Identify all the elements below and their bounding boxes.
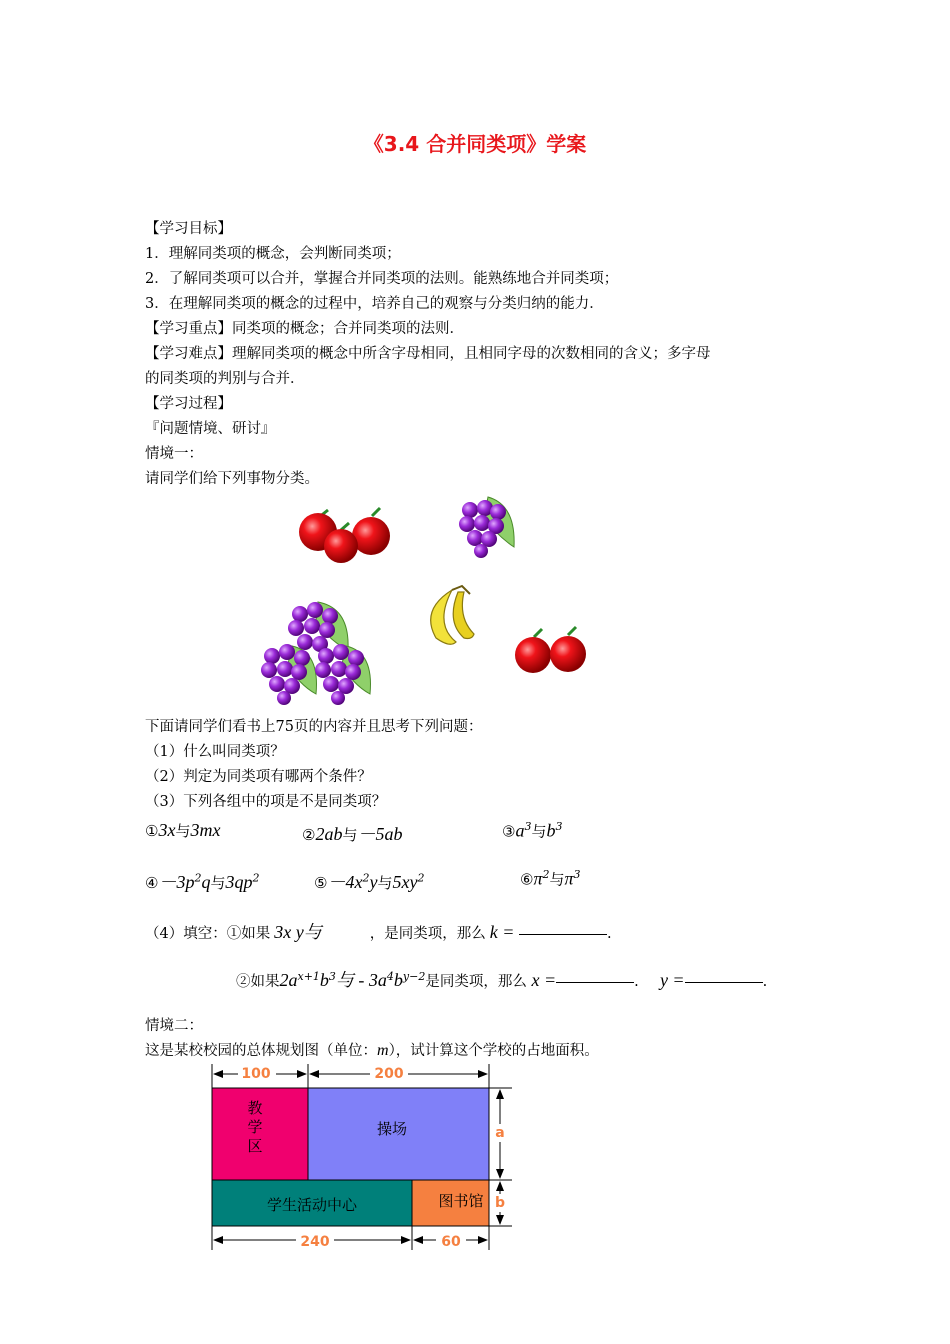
teaching-label-2: 学 (247, 1118, 263, 1136)
difficulty-line-2: 的同类项的判别与合并． (145, 371, 305, 387)
scene1-task: 请同学们给下列事物分类。 (145, 471, 319, 487)
teaching-label-1: 教 (247, 1099, 263, 1117)
teaching-label-3: 区 (247, 1137, 263, 1155)
dim-top-left: 100 (241, 1066, 271, 1082)
objective-3: 3．在理解同类项的概念的过程中，培养自己的观察与分类归纳的能力． (145, 296, 604, 312)
read-prompt: 下面请同学们看书上75页的内容并且思考下列问题： (145, 719, 483, 735)
problem-3: $③a^3$与$b^3$ (502, 820, 563, 841)
scene2-label: 情境二： (145, 1018, 203, 1034)
problem-4: $④-3p^2q$与$3qp^2$ (145, 871, 260, 892)
process-header: 【学习过程】 (145, 396, 232, 412)
dim-bottom-left: 240 (300, 1234, 330, 1250)
scene2-task: 这是某校校园的总体规划图（单位：m），试计算这个学校的占地面积。 (145, 1042, 599, 1059)
scene1-label: 情境一： (145, 446, 203, 462)
dim-top-right: 200 (374, 1066, 404, 1082)
objectives-header: 【学习目标】 (145, 221, 232, 237)
playground-label: 操场 (376, 1120, 408, 1138)
problem-6: $⑥\pi^2$与$\pi^3$ (520, 868, 581, 889)
situation-discuss: 『问题情境、研讨』 (145, 421, 276, 437)
key-point: 【学习重点】同类项的概念；合并同类项的法则． (145, 321, 464, 337)
library-label: 图书馆 (438, 1192, 484, 1210)
problem-5: $⑤-4x^2y$与$5xy^2$ (314, 871, 425, 892)
fill-in-1: （4）填空：①如果 3x y与 ，是同类项，那么 k = . (145, 922, 612, 942)
dim-right-b: b (494, 1195, 506, 1211)
dim-right-a: a (495, 1125, 505, 1141)
question-2: （2）判定为同类项有哪两个条件？ (145, 769, 372, 785)
problem-1: ①3x与3mx (145, 820, 221, 840)
question-3: （3）下列各组中的项是不是同类项？ (145, 794, 387, 810)
dim-bottom-right: 60 (441, 1234, 461, 1250)
activity-center-label: 学生活动中心 (266, 1196, 358, 1214)
fill-in-2: ②如果$2a^{x+1}b^3$与 - $3a^4b^{y-2}$是同类项，那么 x = . y = . (236, 970, 768, 990)
objective-1: 1．理解同类项的概念，会判断同类项； (145, 246, 401, 262)
question-1: （1）什么叫同类项？ (145, 744, 285, 760)
objective-2: 2．了解同类项可以合并，掌握合并同类项的法则。能熟练地合并同类项； (145, 271, 619, 287)
page-title: 《3.4 合并同类项》学案 (363, 132, 587, 156)
difficulty-line-1: 【学习难点】理解同类项的概念中所含字母相同，且相同字母的次数相同的含义；多字母 (145, 346, 711, 362)
problem-2: ②2ab与－5ab (302, 824, 403, 844)
